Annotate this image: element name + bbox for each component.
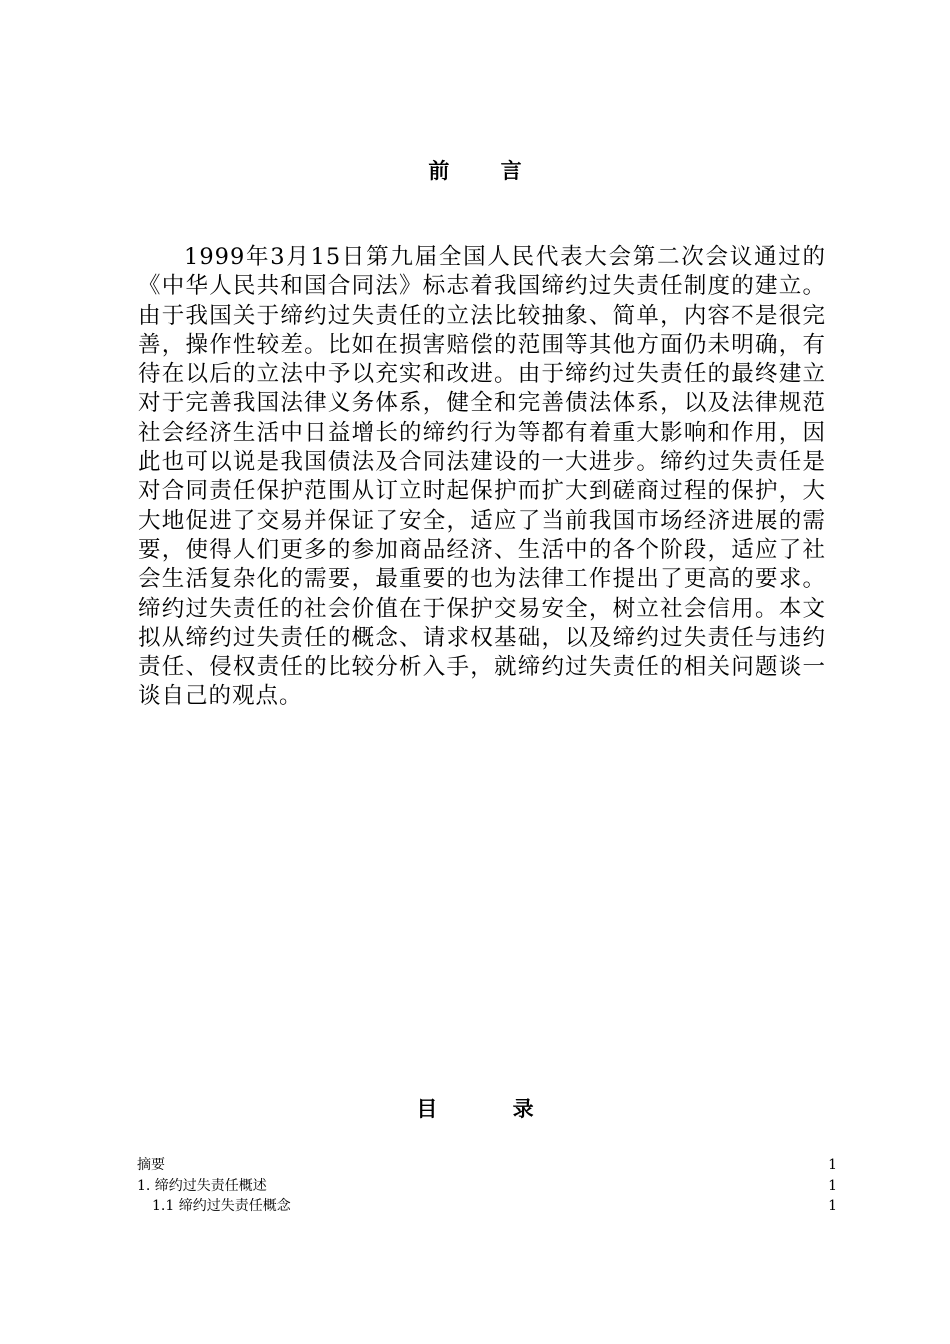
- toc-entry-page: 1: [828, 1157, 837, 1173]
- toc-entry-label: 1.1 缔约过失责任概念: [152, 1198, 291, 1214]
- preface-title: 前 言: [428, 159, 544, 183]
- toc-entry-label: 摘要: [137, 1157, 165, 1173]
- table-of-contents: [137, 1155, 837, 1217]
- toc-entry-page: 1: [828, 1198, 837, 1214]
- toc-entry[interactable]: [137, 1176, 837, 1197]
- toc-title: 目 录: [416, 1097, 568, 1121]
- toc-entry-page: 1: [828, 1177, 837, 1194]
- toc-entry-label: 1. 缔约过失责任概述: [137, 1177, 267, 1194]
- toc-entry[interactable]: [137, 1196, 837, 1217]
- toc-entry[interactable]: [137, 1155, 837, 1176]
- preface-body: 1999年3月15日第九届全国人民代表大会第二次会议通过的《中华人民共和国合同法》标志着我国缔约过失责任制度的建立。由于我国关于缔约过失责任的立法比较抽象、简单，内容不是很完善，操作性较差。比如在损害赔偿的范围等其他方面仍未明确，有待在以后的立法中予以充实和改进。由于缔约过失责任的最终建立对于完善我国法律义务体系，健全和完善债法体系，以及法律规范社会经济生活中日益增长的缔约行为等都有着重大影响和作用，因此也可以说是我国债法及合同法建设的一大进步。缔约过失责任是对合同责任保护范围从订立时起保护而扩大到磋商过程的保护，大大地促进了交易并保证了安全，适应了当前我国市场经济进展的需要，使得人们更多的参加商品经济、生活中的各个阶段，适应了社会生活复杂化的需要，最重要的也为法律工作提出了更高的要求。缔约过失责任的社会价值在于保护交易安全，树立社会信用。本文拟从缔约过失责任的概念、请求权基础，以及缔约过失责任与违约责任、侵权责任的比较分析入手，就缔约过失责任的相关问题谈一谈自己的观点。: [138, 244, 826, 710]
